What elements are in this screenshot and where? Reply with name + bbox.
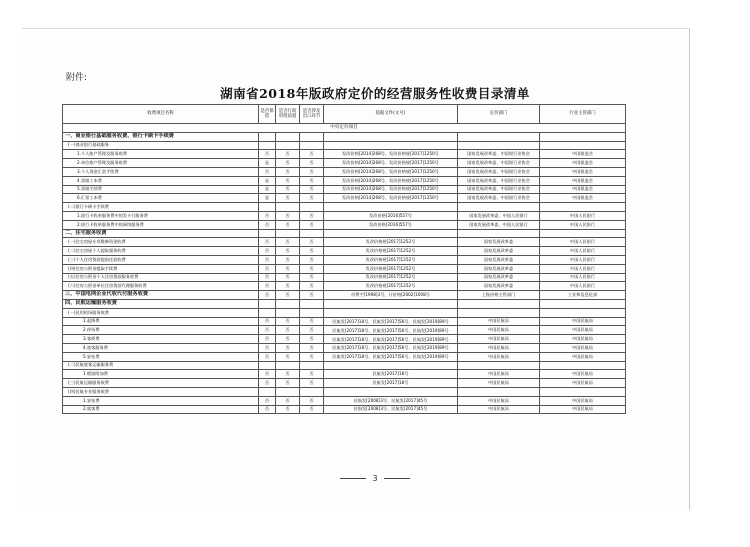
cell-industry-dept: 中国人民银行 [540,211,626,220]
cell-basis: 民航发[2017]18号 [324,370,458,379]
cell-pricing-dept: 中国民航局 [458,396,540,405]
cell-reserved [259,203,276,212]
table-row [63,282,626,291]
cell-export: 否 [300,379,324,388]
cell-reserved: 否 [259,264,276,273]
table-row [63,220,626,229]
cell-export: 否 [300,211,324,220]
table-row [63,291,626,300]
cell-reserved: 是 [259,185,276,194]
cell-pricing-dept: 中国民航局 [458,370,540,379]
cell-pricing-dept [458,229,540,238]
band-label: 中央定价项目 [63,124,626,133]
cell-industry-dept: 中国人民银行 [540,238,626,247]
cell-reserved: 否 [259,335,276,344]
cell-name: 2.旅客费 [63,405,259,414]
table-row [63,255,626,264]
header-name: 收费项目名称 [63,105,259,124]
cell-export: 否 [300,159,324,168]
cell-basis [324,361,458,370]
cell-basis: 发改价格规[2017]1252号 [324,273,458,282]
cell-industry-dept [540,361,626,370]
cell-industry-dept [540,299,626,308]
cell-basis: 发改价格规[2017]1252号 [324,247,458,256]
cell-industry-dept: 中国民航局 [540,326,626,335]
cell-industry-dept [540,132,626,141]
cell-pricing-dept [458,299,540,308]
cell-gov-price: 否 [276,273,300,282]
cell-reserved: 否 [259,238,276,247]
cell-reserved: 否 [259,405,276,414]
cell-industry-dept: 中国民航局 [540,352,626,361]
cell-name: 三、中国电网企业代收代付服务收费 [63,291,259,300]
cell-industry-dept: 中国银监会 [540,194,626,203]
cell-gov-price: 否 [276,220,300,229]
cell-industry-dept [540,229,626,238]
cell-name: (二)银行卡刷卡手续费 [63,203,259,212]
cell-basis: 发改价格[2014]268号、发改价格规[2017]1250号 [324,150,458,159]
cell-reserved [259,141,276,150]
cell-pricing-dept [458,203,540,212]
cell-basis: 民航发[2008]3号、民航发[2017]45号 [324,405,458,414]
cell-pricing-dept: 上级价格主管部门 [458,291,540,300]
cell-pricing-dept: 国家发展改革委 [458,238,540,247]
cell-name: (四)住房公积金提取手续费 [63,264,259,273]
cell-name: 一、商业银行基础服务收费、银行卡刷卡手续费 [63,132,259,141]
cell-export: 否 [300,317,324,326]
cell-industry-dept: 中国人民银行 [540,247,626,256]
cell-name: 3.客桥费 [63,335,259,344]
cell-name: 5.安检费 [63,352,259,361]
attachment-label: 附件: [66,73,88,83]
cell-reserved: 否 [259,326,276,335]
cell-gov-price: 否 [276,396,300,405]
cell-industry-dept: 工业和信息化部 [540,291,626,300]
table-row [63,343,626,352]
cell-gov-price [276,132,300,141]
cell-name: 2.单位账户管理及服务收费 [63,159,259,168]
header-reserved: 是否保留 [259,105,276,124]
cell-basis [324,308,458,317]
central-pricing-band [63,124,626,133]
cell-export: 否 [300,176,324,185]
cell-export: 否 [300,335,324,344]
cell-basis [324,141,458,150]
table-header-row [63,105,626,124]
cell-gov-price: 否 [276,194,300,203]
cell-gov-price [276,203,300,212]
cell-pricing-dept [458,141,540,150]
cell-basis: 民航发[2017]18号、民航发[2017]56号、民航发[2019]89号 [324,335,458,344]
cell-pricing-dept [458,132,540,141]
cell-export: 否 [300,194,324,203]
table-row [63,396,626,405]
table-row [63,387,626,396]
cell-pricing-dept: 国家发展改革委、中国银行业协会 [458,159,540,168]
cell-name: 6.汇票工本费 [63,194,259,203]
cell-reserved: 否 [259,220,276,229]
cell-basis: 民航发[2008]3号、民航发[2017]45号 [324,396,458,405]
table-row [63,273,626,282]
cell-export: 否 [300,326,324,335]
table-row [63,194,626,203]
cell-basis: 发改价格[2014]268号、发改价格规[2017]1250号 [324,159,458,168]
cell-pricing-dept: 国家发展改革委、中国人民银行 [458,211,540,220]
cell-gov-price: 否 [276,282,300,291]
cell-basis: 发改价格[2014]268号、发改价格规[2017]1250号 [324,185,458,194]
cell-name: 1.银行卡收单服务费中的发卡行服务费 [63,211,259,220]
cell-export: 否 [300,396,324,405]
cell-industry-dept: 中国银监会 [540,167,626,176]
table-row [63,211,626,220]
cell-industry-dept: 中国民航局 [540,405,626,414]
cell-pricing-dept: 国家发展改革委、中国银行业协会 [458,185,540,194]
cell-reserved: 否 [259,273,276,282]
cell-gov-price: 否 [276,150,300,159]
cell-reserved [259,387,276,396]
cell-name: 2.银行卡收单服务费中的网络服务费 [63,220,259,229]
cell-gov-price [276,141,300,150]
cell-export: 否 [300,264,324,273]
cell-gov-price: 否 [276,238,300,247]
cell-export [300,203,324,212]
cell-pricing-dept [458,361,540,370]
table-row [63,326,626,335]
cell-industry-dept [540,387,626,396]
header-export: 是否涉及出口环节 [300,105,324,124]
cell-name: 1.个人账户管理及服务收费 [63,150,259,159]
cell-industry-dept [540,308,626,317]
cell-name: 4.票据工本费 [63,176,259,185]
cell-reserved [259,361,276,370]
cell-export [300,361,324,370]
cell-reserved: 是 [259,159,276,168]
cell-reserved [259,299,276,308]
cell-export: 否 [300,238,324,247]
cell-industry-dept: 中国民航局 [540,370,626,379]
cell-gov-price: 否 [276,247,300,256]
page-dash-left [340,478,366,479]
cell-pricing-dept: 中国民航局 [458,326,540,335]
cell-name: (一)商业银行基础服务 [63,141,259,150]
cell-industry-dept: 中国人民银行 [540,273,626,282]
cell-export: 否 [300,291,324,300]
cell-gov-price: 否 [276,264,300,273]
cell-industry-dept: 中国民航局 [540,343,626,352]
cell-export [300,132,324,141]
cell-name: 1.燃油附加费 [63,370,259,379]
cell-reserved: 否 [259,352,276,361]
cell-basis: 价费字[1998]3号、计价格[2002]1008号 [324,291,458,300]
table-row [63,247,626,256]
cell-basis: 发改价格规[2017]1252号 [324,255,458,264]
cell-pricing-dept: 国家发展改革委 [458,247,540,256]
cell-basis: 民航发[2017]18号、民航发[2017]56号、民航发[2019]89号 [324,343,458,352]
cell-name: 1.安检费 [63,396,259,405]
cell-gov-price: 否 [276,379,300,388]
table-row [63,159,626,168]
table-row [63,229,626,238]
cell-basis: 发改价格[2014]268号、发改价格规[2017]1250号 [324,176,458,185]
cell-gov-price: 否 [276,185,300,194]
cell-gov-price: 否 [276,405,300,414]
cell-export: 否 [300,167,324,176]
cell-reserved: 否 [259,291,276,300]
cell-name: 4.旅客服务费 [63,343,259,352]
cell-export [300,299,324,308]
cell-reserved: 否 [259,379,276,388]
cell-name: (一)住宅房屋专项维修资金收费 [63,238,259,247]
cell-export: 否 [300,255,324,264]
cell-basis: 民航发[2017]18号、民航发[2017]56号、民航发[2019]89号 [324,317,458,326]
cell-basis: 发改价格[2014]268号、发改价格规[2017]1250号 [324,194,458,203]
table-row [63,185,626,194]
cell-name: (六)住房公积金单位住房贷款代理服务收费 [63,282,259,291]
cell-export: 否 [300,247,324,256]
cell-reserved: 否 [259,247,276,256]
cell-export: 否 [300,220,324,229]
cell-basis: 发改价格[2016]557号 [324,211,458,220]
cell-basis: 发改价格[2016]557号 [324,220,458,229]
table-row [63,299,626,308]
cell-industry-dept: 中国民航局 [540,379,626,388]
table-row [63,141,626,150]
cell-reserved: 否 [259,211,276,220]
cell-gov-price [276,229,300,238]
header-industry-dept: 行业主管部门 [540,105,626,124]
table-row [63,335,626,344]
cell-industry-dept: 中国银监会 [540,176,626,185]
cell-export [300,229,324,238]
cell-basis [324,299,458,308]
cell-name: 四、民航运输服务收费 [63,299,259,308]
page-number: 3 [372,474,378,483]
cell-gov-price [276,387,300,396]
cell-export [300,308,324,317]
page-footer [0,474,750,483]
cell-pricing-dept: 中国民航局 [458,335,540,344]
table-row [63,361,626,370]
cell-reserved: 否 [259,167,276,176]
cell-basis [324,229,458,238]
cell-industry-dept: 中国人民银行 [540,282,626,291]
cell-name: 3.个人现金汇款手续费 [63,167,259,176]
cell-export: 否 [300,343,324,352]
cell-export: 否 [300,352,324,361]
cell-pricing-dept: 中国民航局 [458,317,540,326]
table-row [63,203,626,212]
cell-gov-price [276,299,300,308]
cell-basis: 民航发[2017]18号 [324,379,458,388]
cell-gov-price: 否 [276,317,300,326]
cell-gov-price: 否 [276,291,300,300]
cell-basis: 发改价格规[2017]1252号 [324,238,458,247]
cell-pricing-dept: 中国民航局 [458,405,540,414]
cell-gov-price: 否 [276,211,300,220]
cell-reserved [259,229,276,238]
cell-pricing-dept: 中国民航局 [458,379,540,388]
cell-gov-price: 否 [276,167,300,176]
cell-name: (四)民航专业服务收费 [63,387,259,396]
cell-basis: 发改价格[2014]268号、发改价格规[2017]1250号 [324,167,458,176]
cell-gov-price [276,361,300,370]
table-row [63,238,626,247]
cell-industry-dept: 中国人民银行 [540,255,626,264]
cell-gov-price: 否 [276,326,300,335]
table-row [63,317,626,326]
table-row [63,176,626,185]
cell-export: 否 [300,370,324,379]
cell-gov-price [276,308,300,317]
cell-basis: 民航发[2017]18号、民航发[2017]56号、民航发[2019]89号 [324,352,458,361]
cell-name: (二)民航旅客运输服务费 [63,361,259,370]
cell-industry-dept [540,203,626,212]
cell-industry-dept: 中国银监会 [540,150,626,159]
cell-basis: 发改价格规[2017]1252号 [324,282,458,291]
cell-pricing-dept: 国家发展改革委 [458,264,540,273]
cell-basis [324,387,458,396]
document-title: 湖南省2018年版政府定价的经营服务性收费目录清单 [220,86,530,101]
cell-export: 否 [300,185,324,194]
cell-name: 1.起降费 [63,317,259,326]
cell-name: (二)住宅房屋个人提取服务收费 [63,247,259,256]
cell-pricing-dept: 国家发展改革委 [458,255,540,264]
header-basis: 依据文件(文号) [324,105,458,124]
cell-gov-price: 否 [276,255,300,264]
fee-catalog-table [62,104,626,414]
cell-gov-price: 否 [276,352,300,361]
cell-reserved: 否 [259,150,276,159]
cell-name: (三)民航运输服务收费 [63,379,259,388]
cell-reserved: 是 [259,194,276,203]
header-gov-price: 是否行政审批前置 [276,105,300,124]
cell-export: 否 [300,282,324,291]
cell-reserved [259,132,276,141]
table-row [63,379,626,388]
cell-reserved: 否 [259,317,276,326]
cell-industry-dept: 中国人民银行 [540,264,626,273]
cell-pricing-dept [458,308,540,317]
cell-pricing-dept [458,387,540,396]
cell-basis [324,132,458,141]
cell-export [300,141,324,150]
cell-industry-dept: 中国民航局 [540,396,626,405]
cell-export [300,387,324,396]
cell-industry-dept: 中国民航局 [540,335,626,344]
page-dash-right [384,478,410,479]
cell-export: 否 [300,273,324,282]
table-row [63,352,626,361]
cell-pricing-dept: 国家发展改革委 [458,282,540,291]
cell-industry-dept: 中国民航局 [540,317,626,326]
cell-name: (一)民用机场服务收费 [63,308,259,317]
cell-gov-price: 否 [276,159,300,168]
cell-reserved: 是 [259,176,276,185]
cell-pricing-dept: 国家发展改革委、中国人民银行 [458,220,540,229]
cell-industry-dept: 中国银监会 [540,159,626,168]
cell-pricing-dept: 中国民航局 [458,343,540,352]
cell-gov-price: 否 [276,370,300,379]
cell-name: 二、住宅服务收费 [63,229,259,238]
cell-basis: 发改价格规[2017]1252号 [324,264,458,273]
cell-name: 2.停场费 [63,326,259,335]
cell-pricing-dept: 国家发展改革委、中国银行业协会 [458,194,540,203]
cell-gov-price: 否 [276,176,300,185]
cell-industry-dept [540,141,626,150]
table-row [63,132,626,141]
cell-export: 否 [300,405,324,414]
cell-pricing-dept: 国家发展改革委、中国银行业协会 [458,176,540,185]
table-row [63,370,626,379]
cell-basis [324,203,458,212]
cell-name: (三)个人住房贷款提前还款收费 [63,255,259,264]
header-pricing-dept: 定价部门 [458,105,540,124]
cell-export: 否 [300,150,324,159]
cell-reserved: 否 [259,396,276,405]
cell-reserved: 否 [259,370,276,379]
table-row [63,264,626,273]
table-row [63,405,626,414]
cell-pricing-dept: 国家发展改革委 [458,273,540,282]
cell-reserved: 否 [259,343,276,352]
cell-pricing-dept: 国家发展改革委、中国银行业协会 [458,150,540,159]
cell-gov-price: 否 [276,343,300,352]
cell-name: (五)住房公积金个人住房贷款服务收费 [63,273,259,282]
cell-reserved: 否 [259,255,276,264]
cell-reserved [259,308,276,317]
cell-reserved: 否 [259,282,276,291]
table-row [63,150,626,159]
cell-industry-dept: 中国银监会 [540,185,626,194]
table-row [63,308,626,317]
table-row [63,167,626,176]
cell-pricing-dept: 国家发展改革委、中国银行业协会 [458,167,540,176]
cell-pricing-dept: 中国民航局 [458,352,540,361]
cell-name: 5.票据手续费 [63,185,259,194]
cell-gov-price: 否 [276,335,300,344]
cell-industry-dept: 中国人民银行 [540,220,626,229]
cell-basis: 民航发[2017]18号、民航发[2017]56号、民航发[2019]89号 [324,326,458,335]
